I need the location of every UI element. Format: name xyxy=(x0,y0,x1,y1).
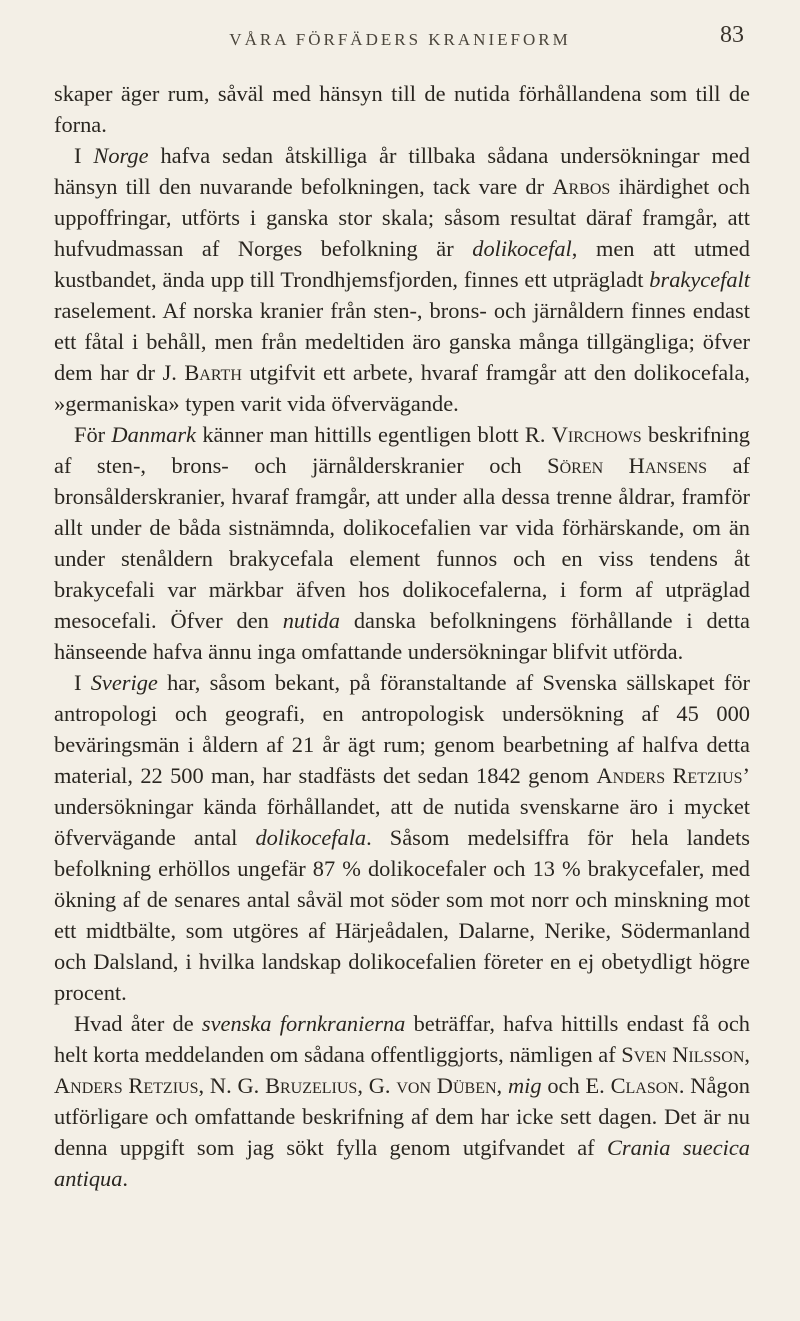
italic-text: dolikocefal xyxy=(472,236,572,261)
text-run: ihärdighet och uppoffringar, utförts i ganska stor skala; såsom resultat däraf framgår, att hufvudmassan af Norges befolkning är xyxy=(54,174,750,261)
small-caps-name: Sören Hansens xyxy=(547,453,708,478)
text-run: I xyxy=(74,143,94,168)
small-caps-name: Arbos xyxy=(552,174,611,199)
text-run: , men att utmed kustbandet, ända upp till Trondhjemsfjorden, finnes ett utprägladt xyxy=(54,236,750,292)
paragraph xyxy=(54,78,750,140)
italic-text: brakycefalt xyxy=(649,267,750,292)
small-caps-name: Bruzelius xyxy=(265,1073,358,1098)
text-run: skaper äger rum, såväl med hänsyn till de nutida förhållandena som till de forna. xyxy=(54,81,750,137)
text-run: Hvad åter de xyxy=(74,1011,202,1036)
paragraph xyxy=(54,667,750,1008)
italic-text: Danmark xyxy=(111,422,196,447)
small-caps-name: Clason xyxy=(610,1073,679,1098)
italic-text: mig xyxy=(507,1073,542,1098)
page-header xyxy=(0,22,800,62)
text-run: känner man hittills egentligen blott R. xyxy=(196,422,552,447)
small-caps-name: Anders Retzius xyxy=(54,1073,199,1098)
text-run: beträffar, hafva hittills endast få och helt korta meddelanden om sådana offentliggjorts, nämligen af xyxy=(54,1011,750,1067)
text-run: , G. xyxy=(357,1073,397,1098)
italic-text: Crania suecica antiqua xyxy=(54,1135,750,1191)
text-run: af bronsålderskranier, hvaraf framgår, att under alla dessa trenne åldrar, framför allt under de båda sistnämnda, dolikocefalien var vida förhärskande, om än under stenåldern brakycefala element funnos och en viss tendens åt brakycefali var märkbar äfven hos dolikocefalerna, i form af utpräglad mesocefali. Öfver den xyxy=(54,453,750,633)
small-caps-name: Anders Retzius xyxy=(596,763,743,788)
paragraph xyxy=(54,1008,750,1194)
text-run: , N. G. xyxy=(198,1073,266,1098)
italic-text: Norge xyxy=(93,143,149,168)
small-caps-name: von Düben xyxy=(396,1073,497,1098)
running-head: VÅRA FÖRFÄDERS KRANIEFORM xyxy=(229,30,571,49)
text-run: , xyxy=(496,1073,508,1098)
italic-text: dolikocefala xyxy=(255,825,367,850)
small-caps-name: Virchows xyxy=(551,422,642,447)
text-run: utgifvit ett arbete, hvaraf framgår att den dolikocefala, »germaniska» typen varit vida öfvervägande. xyxy=(54,360,750,416)
text-run: . Såsom medelsiffra för hela landets befolkning erhöllos ungefär 87 % dolikocefaler och 13 % brakycefaler, med ökning af de senares antal såväl mot söder som mot norr och minskning mot ett midtbälte, som utgöres af Härjeådalen, Dalarne, Nerike, Södermanland och Dalsland, i hvilka landskap dolikocefalien företer en ej obetydligt högre procent. xyxy=(54,825,751,1005)
text-run: , xyxy=(744,1042,750,1067)
text-run: raselement. Af norska kranier från sten-, brons- och järnåldern finnes endast ett fåtal i behåll, men från medeltiden äro ganska många tillgängliga; öfver dem har dr J. xyxy=(54,298,750,385)
paragraph xyxy=(54,140,750,419)
text-run: I xyxy=(74,670,91,695)
text-run: För xyxy=(74,422,112,447)
page-number: 83 xyxy=(720,22,744,48)
text-run: och E. xyxy=(541,1073,611,1098)
text-run: . xyxy=(122,1166,129,1191)
small-caps-name: Sven Nilsson xyxy=(621,1042,745,1067)
paragraph xyxy=(54,419,750,667)
text-run: danska befolkningens förhållande i detta hänseende hafva ännu inga omfattande undersökningar blifvit utförda. xyxy=(54,608,750,664)
italic-text: Sverige xyxy=(90,670,158,695)
text-run: . Någon utförligare och omfattande beskrifning af dem har icke sett dagen. Det är nu denna uppgift som jag sökt fylla genom utgifvandet af xyxy=(54,1073,750,1160)
body-text xyxy=(54,78,750,1194)
italic-text: svenska fornkranierna xyxy=(201,1011,406,1036)
text-run: ’ undersökningar kända förhållandet, att de nutida svenskarne äro i mycket öfvervägande antal xyxy=(54,763,750,850)
italic-text: nutida xyxy=(282,608,340,633)
text-run: har, såsom bekant, på föranstaltande af Svenska sällskapet för antropologi och geografi, en antropologisk undersökning af 45 000 beväringsmän i åldern af 21 år ägt rum; genom bearbetning af halfva detta material, 22 500 man, har stadfästs det sedan 1842 genom xyxy=(54,670,750,788)
small-caps-name: Barth xyxy=(184,360,242,385)
text-run: beskrifning af sten-, brons- och järnålderskranier och xyxy=(54,422,750,478)
text-run: hafva sedan åtskilliga år tillbaka sådana undersökningar med hänsyn till den nuvarande befolkningen, tack vare dr xyxy=(54,143,750,199)
